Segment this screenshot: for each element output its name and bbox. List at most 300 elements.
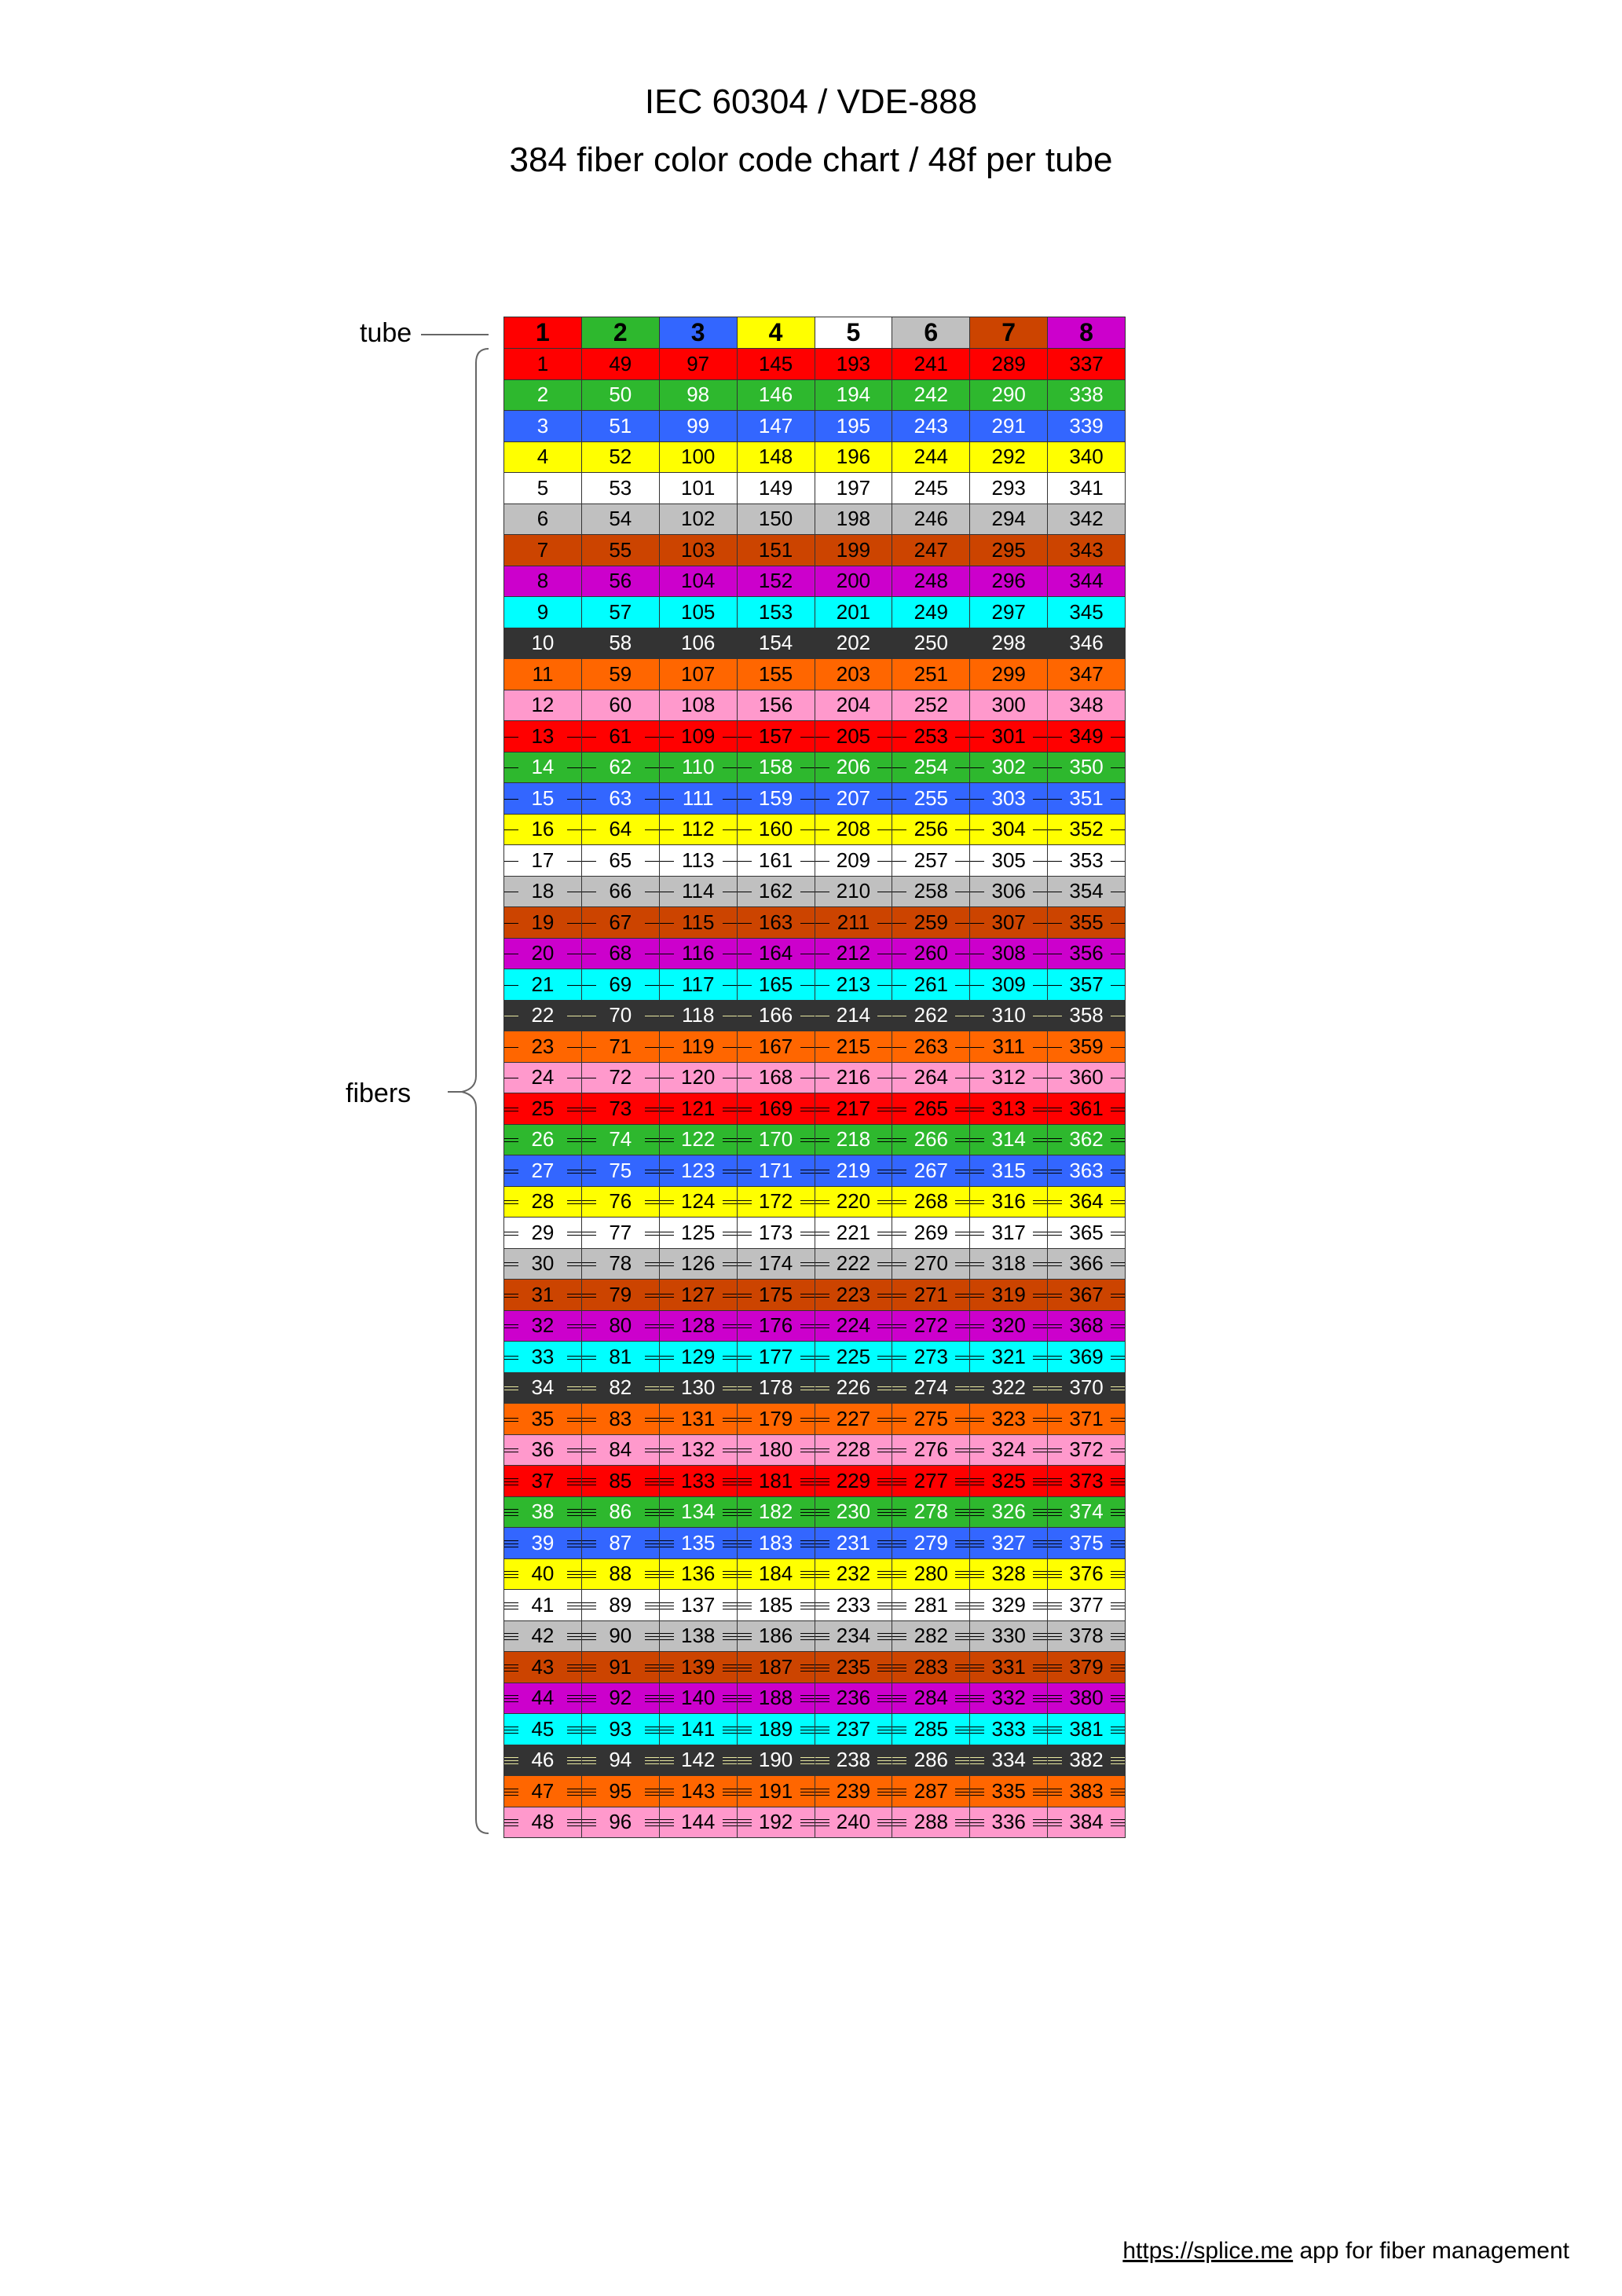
ring-mark	[1111, 1671, 1125, 1672]
fiber-cell: 376	[1047, 1558, 1126, 1591]
splice-me-link[interactable]: https://splice.me	[1122, 2238, 1294, 2264]
ring-mark	[1111, 767, 1125, 768]
fiber-cell: 271	[892, 1279, 970, 1311]
fiber-cell: 51	[581, 410, 660, 442]
fiber-cell: 143	[659, 1775, 738, 1807]
ring-mark	[815, 1265, 829, 1266]
fiber-cell: 311	[969, 1031, 1048, 1063]
ring-mark	[955, 1509, 969, 1510]
ring-mark	[800, 1577, 815, 1578]
fiber-cell: 154	[737, 628, 815, 660]
ring-mark	[1048, 1639, 1062, 1640]
ring-mark	[815, 1574, 829, 1575]
fiber-cell: 379	[1047, 1651, 1126, 1683]
fiber-cell: 283	[892, 1651, 970, 1683]
ring-mark	[1111, 1636, 1125, 1637]
ring-mark	[723, 1825, 737, 1826]
ring-mark	[955, 1639, 969, 1640]
fiber-cell: 206	[815, 752, 893, 784]
ring-mark	[660, 1577, 674, 1578]
fiber-cell: 163	[737, 906, 815, 939]
ring-mark	[892, 1262, 906, 1263]
ring-mark	[877, 1825, 892, 1826]
fiber-cell: 122	[659, 1124, 738, 1156]
ring-mark	[738, 1265, 752, 1266]
ring-mark	[645, 1822, 659, 1823]
ring-mark	[1111, 1639, 1125, 1640]
ring-mark	[815, 1633, 829, 1634]
ring-mark	[1033, 1602, 1047, 1603]
ring-mark	[567, 767, 581, 768]
fiber-cell: 11	[503, 658, 582, 690]
ring-mark	[1111, 1141, 1125, 1142]
fiber-cell: 79	[581, 1279, 660, 1311]
ring-mark	[1048, 861, 1062, 862]
fiber-cell: 275	[892, 1403, 970, 1435]
fiber-cell: 186	[737, 1620, 815, 1653]
ring-mark	[877, 1512, 892, 1513]
ring-mark	[970, 1235, 984, 1236]
ring-mark	[582, 1265, 596, 1266]
fiber-cell: 99	[659, 410, 738, 442]
ring-mark	[645, 1639, 659, 1640]
ring-mark	[970, 1138, 984, 1139]
ring-mark	[1033, 1825, 1047, 1826]
ring-mark	[723, 1297, 737, 1298]
ring-mark	[815, 1324, 829, 1325]
fiber-cell: 190	[737, 1745, 815, 1777]
ring-mark	[892, 1633, 906, 1634]
ring-mark	[1111, 1819, 1125, 1820]
ring-mark	[645, 1602, 659, 1603]
ring-mark	[738, 1540, 752, 1541]
ring-mark	[1111, 1698, 1125, 1699]
ring-mark	[877, 1515, 892, 1516]
ring-mark	[815, 1138, 829, 1139]
ring-mark	[504, 1795, 518, 1796]
ring-mark	[892, 1695, 906, 1696]
ring-mark	[660, 1138, 674, 1139]
fiber-cell: 169	[737, 1093, 815, 1125]
ring-mark	[877, 1138, 892, 1139]
fiber-cell: 7	[503, 534, 582, 566]
fiber-cell: 153	[737, 596, 815, 628]
ring-mark	[567, 1448, 581, 1449]
tube-leader-line	[421, 334, 489, 335]
ring-mark	[877, 1574, 892, 1575]
ring-mark	[504, 737, 518, 738]
ring-mark	[567, 1540, 581, 1541]
fiber-cell: 234	[815, 1620, 893, 1653]
ring-mark	[645, 1481, 659, 1482]
ring-mark	[970, 1698, 984, 1699]
fiber-cell: 259	[892, 906, 970, 939]
ring-mark	[723, 1478, 737, 1479]
fiber-cell: 43	[503, 1651, 582, 1683]
ring-mark	[660, 1602, 674, 1603]
ring-mark	[567, 1733, 581, 1734]
ring-mark	[815, 1418, 829, 1419]
fiber-cell: 87	[581, 1527, 660, 1559]
fiber-cell: 268	[892, 1186, 970, 1218]
ring-mark	[1033, 1671, 1047, 1672]
ring-mark	[892, 1636, 906, 1637]
ring-mark	[504, 1671, 518, 1672]
ring-mark	[738, 1664, 752, 1665]
ring-mark	[892, 829, 906, 830]
fiber-cell: 245	[892, 472, 970, 504]
ring-mark	[877, 1698, 892, 1699]
ring-mark	[567, 1173, 581, 1174]
ring-mark	[877, 1639, 892, 1640]
ring-mark	[1111, 1478, 1125, 1479]
fiber-cell: 345	[1047, 596, 1126, 628]
ring-mark	[660, 1509, 674, 1510]
ring-mark	[1048, 1515, 1062, 1516]
fibers-label: fibers	[346, 1078, 412, 1108]
fiber-cell: 355	[1047, 906, 1126, 939]
fiber-cell: 68	[581, 938, 660, 970]
fiber-cell: 156	[737, 690, 815, 722]
ring-mark	[660, 1698, 674, 1699]
ring-mark	[582, 1200, 596, 1201]
fiber-cell: 329	[969, 1589, 1048, 1621]
ring-mark	[1048, 1574, 1062, 1575]
ring-mark	[1033, 829, 1047, 830]
ring-mark	[800, 1356, 815, 1357]
ring-mark	[723, 1512, 737, 1513]
ring-mark	[1033, 1509, 1047, 1510]
ring-mark	[504, 1138, 518, 1139]
fiber-cell: 19	[503, 906, 582, 939]
fiber-cell: 140	[659, 1683, 738, 1715]
ring-mark	[815, 829, 829, 830]
fiber-cell: 312	[969, 1062, 1048, 1094]
ring-mark	[723, 1819, 737, 1820]
ring-mark	[1048, 1819, 1062, 1820]
ring-mark	[1048, 1822, 1062, 1823]
fiber-cell: 228	[815, 1434, 893, 1467]
ring-mark	[1048, 1695, 1062, 1696]
fiber-cell: 110	[659, 752, 738, 784]
ring-mark	[955, 767, 969, 768]
fiber-cell: 145	[737, 348, 815, 380]
ring-mark	[738, 1262, 752, 1263]
ring-mark	[738, 1448, 752, 1449]
ring-mark	[645, 1701, 659, 1702]
fiber-cell: 47	[503, 1775, 582, 1807]
ring-mark	[567, 1574, 581, 1575]
ring-mark	[582, 767, 596, 768]
fiber-cell: 65	[581, 844, 660, 877]
ring-mark	[582, 1138, 596, 1139]
ring-mark	[1111, 1262, 1125, 1263]
ring-mark	[582, 1571, 596, 1572]
ring-mark	[660, 799, 674, 800]
fiber-cell: 361	[1047, 1093, 1126, 1125]
ring-mark	[567, 1639, 581, 1640]
ring-mark	[800, 1639, 815, 1640]
ring-mark	[970, 1356, 984, 1357]
fiber-cell: 307	[969, 906, 1048, 939]
ring-mark	[1111, 1047, 1125, 1048]
ring-mark	[800, 1297, 815, 1298]
ring-mark	[815, 1297, 829, 1298]
fiber-cell: 369	[1047, 1341, 1126, 1373]
fiber-cell: 276	[892, 1434, 970, 1467]
ring-mark	[955, 1386, 969, 1387]
fiber-cell: 290	[969, 379, 1048, 412]
ring-mark	[582, 829, 596, 830]
ring-mark	[1033, 1695, 1047, 1696]
fiber-cell: 82	[581, 1372, 660, 1404]
ring-mark	[877, 1577, 892, 1578]
fiber-cell: 5	[503, 472, 582, 504]
ring-mark	[877, 1359, 892, 1360]
fiber-cell: 56	[581, 566, 660, 598]
fiber-cell: 124	[659, 1186, 738, 1218]
ring-mark	[738, 1359, 752, 1360]
ring-mark	[504, 1356, 518, 1357]
fiber-cell: 161	[737, 844, 815, 877]
fiber-cell: 348	[1047, 690, 1126, 722]
fiber-cell: 236	[815, 1683, 893, 1715]
fiber-cell: 356	[1047, 938, 1126, 970]
ring-mark	[738, 1701, 752, 1702]
ring-mark	[504, 1819, 518, 1820]
ring-mark	[738, 1695, 752, 1696]
fiber-cell: 218	[815, 1124, 893, 1156]
ring-mark	[955, 1235, 969, 1236]
fiber-cell: 281	[892, 1589, 970, 1621]
ring-mark	[582, 1356, 596, 1357]
fiber-cell: 14	[503, 752, 582, 784]
fiber-cell: 327	[969, 1527, 1048, 1559]
ring-mark	[582, 1509, 596, 1510]
ring-mark	[660, 1386, 674, 1387]
ring-mark	[723, 1173, 737, 1174]
fiber-cell: 126	[659, 1248, 738, 1280]
ring-mark	[723, 1795, 737, 1796]
ring-mark	[567, 1297, 581, 1298]
ring-mark	[567, 1359, 581, 1360]
color-code-table	[503, 317, 1125, 1834]
ring-mark	[892, 1515, 906, 1516]
ring-mark	[970, 1265, 984, 1266]
ring-mark	[877, 737, 892, 738]
ring-mark	[800, 1359, 815, 1360]
ring-mark	[970, 1418, 984, 1419]
fiber-cell: 338	[1047, 379, 1126, 412]
fiber-cell: 285	[892, 1713, 970, 1745]
fiber-cell: 191	[737, 1775, 815, 1807]
ring-mark	[645, 1418, 659, 1419]
ring-mark	[892, 1421, 906, 1422]
fiber-cell: 349	[1047, 720, 1126, 753]
ring-mark	[660, 1356, 674, 1357]
ring-mark	[504, 1636, 518, 1637]
ring-mark	[1111, 1633, 1125, 1634]
ring-mark	[800, 1047, 815, 1048]
ring-mark	[723, 1664, 737, 1665]
ring-mark	[645, 829, 659, 830]
fiber-cell: 277	[892, 1465, 970, 1497]
ring-mark	[892, 1386, 906, 1387]
ring-mark	[955, 1695, 969, 1696]
ring-mark	[815, 1448, 829, 1449]
ring-mark	[877, 1571, 892, 1572]
ring-mark	[1111, 1359, 1125, 1360]
fiber-cell: 77	[581, 1217, 660, 1249]
ring-mark	[660, 1733, 674, 1734]
ring-mark	[955, 985, 969, 986]
ring-mark	[660, 1671, 674, 1672]
ring-mark	[955, 1512, 969, 1513]
fiber-cell: 304	[969, 814, 1048, 846]
ring-mark	[723, 1639, 737, 1640]
ring-mark	[738, 1733, 752, 1734]
ring-mark	[567, 799, 581, 800]
ring-mark	[815, 1733, 829, 1734]
ring-mark	[1033, 1200, 1047, 1201]
ring-mark	[800, 1173, 815, 1174]
ring-mark	[892, 1047, 906, 1048]
ring-mark	[738, 767, 752, 768]
fiber-cell: 114	[659, 876, 738, 908]
fiber-cell: 182	[737, 1496, 815, 1529]
fiber-cell: 267	[892, 1155, 970, 1187]
ring-mark	[582, 1386, 596, 1387]
fiber-cell: 107	[659, 658, 738, 690]
fiber-cell: 286	[892, 1745, 970, 1777]
ring-mark	[970, 1602, 984, 1603]
ring-mark	[567, 1701, 581, 1702]
ring-mark	[738, 1356, 752, 1357]
ring-mark	[800, 1481, 815, 1482]
fiber-cell: 292	[969, 441, 1048, 474]
ring-mark	[1033, 1262, 1047, 1263]
fiber-cell: 94	[581, 1745, 660, 1777]
fiber-cell: 3	[503, 410, 582, 442]
ring-mark	[723, 1235, 737, 1236]
ring-mark	[970, 1515, 984, 1516]
ring-mark	[1111, 1733, 1125, 1734]
ring-mark	[660, 1481, 674, 1482]
ring-mark	[955, 1577, 969, 1578]
fiber-cell: 96	[581, 1807, 660, 1839]
ring-mark	[660, 1639, 674, 1640]
ring-mark	[877, 1418, 892, 1419]
fiber-cell: 208	[815, 814, 893, 846]
ring-mark	[800, 1235, 815, 1236]
ring-mark	[877, 1701, 892, 1702]
ring-mark	[738, 1639, 752, 1640]
fiber-cell: 378	[1047, 1620, 1126, 1653]
fiber-cell: 88	[581, 1558, 660, 1591]
ring-mark	[815, 1543, 829, 1544]
ring-mark	[815, 799, 829, 800]
ring-mark	[1048, 1763, 1062, 1764]
ring-mark	[877, 1636, 892, 1637]
ring-mark	[738, 1543, 752, 1544]
ring-mark	[660, 1173, 674, 1174]
ring-mark	[955, 737, 969, 738]
ring-mark	[970, 1671, 984, 1672]
ring-mark	[660, 1825, 674, 1826]
ring-mark	[567, 1602, 581, 1603]
ring-mark	[955, 799, 969, 800]
ring-mark	[892, 1822, 906, 1823]
ring-mark	[1033, 1822, 1047, 1823]
ring-mark	[582, 737, 596, 738]
fiber-cell: 111	[659, 782, 738, 815]
fiber-cell: 177	[737, 1341, 815, 1373]
ring-mark	[645, 1733, 659, 1734]
ring-mark	[1048, 1478, 1062, 1479]
ring-mark	[1048, 1203, 1062, 1204]
ring-mark	[877, 1540, 892, 1541]
ring-mark	[800, 923, 815, 924]
ring-mark	[955, 1421, 969, 1422]
fiber-cell: 20	[503, 938, 582, 970]
ring-mark	[815, 767, 829, 768]
ring-mark	[504, 1141, 518, 1142]
ring-mark	[723, 829, 737, 830]
ring-mark	[1048, 1297, 1062, 1298]
ring-mark	[800, 1421, 815, 1422]
ring-mark	[504, 1047, 518, 1048]
ring-mark	[504, 1386, 518, 1387]
ring-mark	[738, 1327, 752, 1328]
ring-mark	[504, 1481, 518, 1482]
fiber-cell: 103	[659, 534, 738, 566]
fiber-cell: 300	[969, 690, 1048, 722]
fiber-cell: 46	[503, 1745, 582, 1777]
fiber-cell: 330	[969, 1620, 1048, 1653]
ring-mark	[645, 1324, 659, 1325]
ring-mark	[582, 1418, 596, 1419]
ring-mark	[1033, 1448, 1047, 1449]
ring-mark	[723, 1203, 737, 1204]
ring-mark	[645, 1760, 659, 1761]
fiber-cell: 238	[815, 1745, 893, 1777]
ring-mark	[504, 1639, 518, 1640]
fiber-cell: 310	[969, 1000, 1048, 1032]
ring-mark	[1048, 1386, 1062, 1387]
ring-mark	[738, 1173, 752, 1174]
ring-mark	[582, 1639, 596, 1640]
fiber-cell: 230	[815, 1496, 893, 1529]
ring-mark	[800, 1543, 815, 1544]
ring-mark	[800, 1327, 815, 1328]
fiber-cell: 83	[581, 1403, 660, 1435]
ring-mark	[504, 1577, 518, 1578]
ring-mark	[723, 1421, 737, 1422]
ring-mark	[567, 1200, 581, 1201]
ring-mark	[1033, 1418, 1047, 1419]
ring-mark	[660, 1664, 674, 1665]
ring-mark	[892, 1763, 906, 1764]
fiber-cell: 260	[892, 938, 970, 970]
ring-mark	[723, 1200, 737, 1201]
ring-mark	[645, 1478, 659, 1479]
fiber-cell: 55	[581, 534, 660, 566]
ring-mark	[955, 1356, 969, 1357]
ring-mark	[892, 1448, 906, 1449]
ring-mark	[877, 1760, 892, 1761]
fiber-cell: 315	[969, 1155, 1048, 1187]
fiber-cell: 317	[969, 1217, 1048, 1249]
